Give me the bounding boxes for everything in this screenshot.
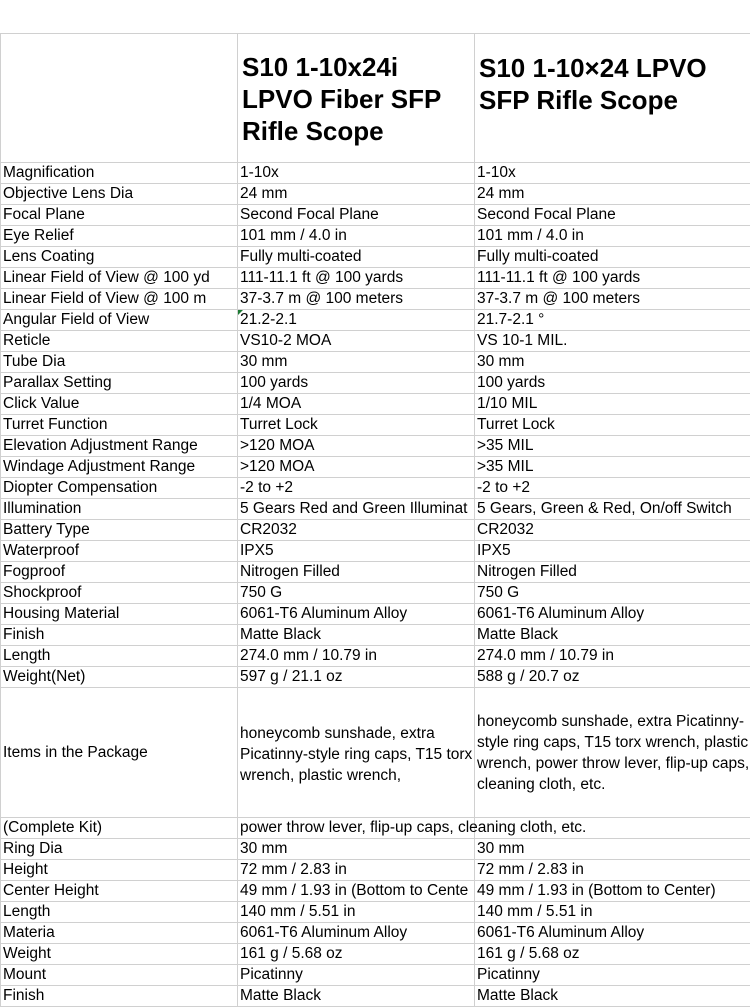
spec-label: Click Value (1, 394, 238, 415)
spec-value-b: 111-11.1 ft @ 100 yards (475, 268, 750, 289)
spec-value-b: 5 Gears, Green & Red, On/off Switch (475, 499, 750, 520)
table-row (1, 478, 750, 499)
table-row (1, 839, 750, 860)
spec-label: Weight(Net) (1, 667, 238, 688)
table-row (1, 625, 750, 646)
spec-value-a: 100 yards (238, 373, 475, 394)
ring-value-a: 140 mm / 5.51 in (238, 902, 475, 923)
spec-value-b: 1-10x (475, 163, 750, 184)
spec-value-a: 750 G (238, 583, 475, 604)
table-row (1, 944, 750, 965)
spec-label: Length (1, 646, 238, 667)
table-row (1, 310, 750, 331)
spec-value-b: Matte Black (475, 625, 750, 646)
table-row (1, 667, 750, 688)
spec-value-a: Turret Lock (238, 415, 475, 436)
table-row (1, 289, 750, 310)
spec-label: Battery Type (1, 520, 238, 541)
package-row (1, 688, 750, 818)
spec-value-b: 1/10 MIL (475, 394, 750, 415)
spec-label: Linear Field of View @ 100 m (1, 289, 238, 310)
table-row (1, 436, 750, 457)
ring-label: Center Height (1, 881, 238, 902)
ring-value-b: 140 mm / 5.51 in (475, 902, 750, 923)
table-row (1, 457, 750, 478)
spec-value-a: 21.2-2.1 (238, 310, 475, 331)
spec-value-a: 101 mm / 4.0 in (238, 226, 475, 247)
ring-value-a: Matte Black (238, 986, 475, 1007)
ring-value-a: 72 mm / 2.83 in (238, 860, 475, 881)
spec-value-a: 274.0 mm / 10.79 in (238, 646, 475, 667)
spec-value-b: 750 G (475, 583, 750, 604)
table-row (1, 541, 750, 562)
spec-value-b: Second Focal Plane (475, 205, 750, 226)
spec-value-b: 24 mm (475, 184, 750, 205)
table-row (1, 268, 750, 289)
ring-value-a: 30 mm (238, 839, 475, 860)
spec-label: Eye Relief (1, 226, 238, 247)
ring-label: Ring Dia (1, 839, 238, 860)
spec-label: Finish (1, 625, 238, 646)
spec-value-a: 1-10x (238, 163, 475, 184)
spec-label: Focal Plane (1, 205, 238, 226)
spec-value-a: 24 mm (238, 184, 475, 205)
spec-value-b: >35 MIL (475, 457, 750, 478)
header-product-a: S10 1-10x24i LPVO Fiber SFP Rifle Scope (238, 34, 475, 163)
spec-label: Housing Material (1, 604, 238, 625)
spec-value-a: >120 MOA (238, 436, 475, 457)
table-row (1, 247, 750, 268)
table-row (1, 583, 750, 604)
package-value-b: honeycomb sunshade, extra Picatinny-style ring caps, T15 torx wrench, plastic wrench, power throw lever, flip-up caps, cleaning cloth, etc. (475, 688, 750, 818)
table-row (1, 163, 750, 184)
spec-value-b: VS 10-1 MIL. (475, 331, 750, 352)
ring-value-b: 72 mm / 2.83 in (475, 860, 750, 881)
ring-value-b: 6061-T6 Aluminum Alloy (475, 923, 750, 944)
header-product-b: S10 1-10×24 LPVO SFP Rifle Scope (475, 34, 750, 163)
spec-label: Magnification (1, 163, 238, 184)
ring-label: Length (1, 902, 238, 923)
spec-value-b: >35 MIL (475, 436, 750, 457)
spec-value-b: Nitrogen Filled (475, 562, 750, 583)
spec-value-b: 21.7-2.1 ° (475, 310, 750, 331)
table-row (1, 373, 750, 394)
table-row (1, 499, 750, 520)
ring-value-a: 161 g / 5.68 oz (238, 944, 475, 965)
table-row (1, 352, 750, 373)
spec-label: Tube Dia (1, 352, 238, 373)
package-value-a: honeycomb sunshade, extra Picatinny-style ring caps, T15 torx wrench, plastic wrench, (238, 688, 475, 818)
table-row (1, 604, 750, 625)
table-row (1, 415, 750, 436)
table-row (1, 986, 750, 1007)
ring-value-b: 49 mm / 1.93 in (Bottom to Center) (475, 881, 750, 902)
spec-value-a: -2 to +2 (238, 478, 475, 499)
spec-value-a: 111-11.1 ft @ 100 yards (238, 268, 475, 289)
spec-value-a: 6061-T6 Aluminum Alloy (238, 604, 475, 625)
table-row (1, 205, 750, 226)
spec-label: Lens Coating (1, 247, 238, 268)
kit-value-a: power throw lever, flip-up caps, cleaning cloth, etc. (238, 818, 475, 839)
spec-value-a: 37-3.7 m @ 100 meters (238, 289, 475, 310)
spec-value-b: Fully multi-coated (475, 247, 750, 268)
table-row (1, 965, 750, 986)
spec-value-b: 100 yards (475, 373, 750, 394)
ring-value-b: 161 g / 5.68 oz (475, 944, 750, 965)
spec-label: Elevation Adjustment Range (1, 436, 238, 457)
spec-value-b: 6061-T6 Aluminum Alloy (475, 604, 750, 625)
spec-value-b: CR2032 (475, 520, 750, 541)
spec-comparison-table (0, 33, 750, 1007)
spec-value-a: Fully multi-coated (238, 247, 475, 268)
ring-value-a: 6061-T6 Aluminum Alloy (238, 923, 475, 944)
ring-value-b: Picatinny (475, 965, 750, 986)
table-row (1, 520, 750, 541)
table-row (1, 923, 750, 944)
table-row (1, 394, 750, 415)
ring-label: Height (1, 860, 238, 881)
header-row (1, 34, 750, 163)
table-row (1, 331, 750, 352)
spec-value-a: Second Focal Plane (238, 205, 475, 226)
ring-label: Weight (1, 944, 238, 965)
table-row (1, 902, 750, 923)
table-row (1, 881, 750, 902)
spec-value-b: 37-3.7 m @ 100 meters (475, 289, 750, 310)
spec-label: Turret Function (1, 415, 238, 436)
spec-label: Objective Lens Dia (1, 184, 238, 205)
spec-value-a: 1/4 MOA (238, 394, 475, 415)
spec-value-a: 597 g / 21.1 oz (238, 667, 475, 688)
ring-label: Materia (1, 923, 238, 944)
spec-value-a: CR2032 (238, 520, 475, 541)
ring-value-b: Matte Black (475, 986, 750, 1007)
header-empty-cell (1, 34, 238, 163)
ring-label: Mount (1, 965, 238, 986)
spec-label: Shockproof (1, 583, 238, 604)
table-row (1, 226, 750, 247)
ring-value-b: 30 mm (475, 839, 750, 860)
spec-value-b: Turret Lock (475, 415, 750, 436)
spec-label: Fogproof (1, 562, 238, 583)
ring-value-a: Picatinny (238, 965, 475, 986)
spec-value-a: IPX5 (238, 541, 475, 562)
spec-label: Illumination (1, 499, 238, 520)
spec-label: Angular Field of View (1, 310, 238, 331)
spec-label: Waterproof (1, 541, 238, 562)
ring-value-a: 49 mm / 1.93 in (Bottom to Cente (238, 881, 475, 902)
spec-label: Diopter Compensation (1, 478, 238, 499)
spec-value-a: VS10-2 MOA (238, 331, 475, 352)
spec-label: Reticle (1, 331, 238, 352)
kit-row (1, 818, 750, 839)
table-row (1, 646, 750, 667)
table-row (1, 184, 750, 205)
spec-value-b: 588 g / 20.7 oz (475, 667, 750, 688)
spec-label: Linear Field of View @ 100 yd (1, 268, 238, 289)
spec-value-b: 30 mm (475, 352, 750, 373)
spec-value-a: Nitrogen Filled (238, 562, 475, 583)
table-row (1, 562, 750, 583)
spec-value-b: IPX5 (475, 541, 750, 562)
ring-label: Finish (1, 986, 238, 1007)
spec-label: Parallax Setting (1, 373, 238, 394)
spec-value-a: 5 Gears Red and Green Illuminat (238, 499, 475, 520)
spec-value-b: 274.0 mm / 10.79 in (475, 646, 750, 667)
spec-value-b: 101 mm / 4.0 in (475, 226, 750, 247)
spec-value-a: 30 mm (238, 352, 475, 373)
spec-value-a: Matte Black (238, 625, 475, 646)
spec-label: Windage Adjustment Range (1, 457, 238, 478)
spec-value-b: -2 to +2 (475, 478, 750, 499)
spec-value-a: >120 MOA (238, 457, 475, 478)
kit-label: (Complete Kit) (1, 818, 238, 839)
package-label: Items in the Package (1, 688, 238, 818)
table-row (1, 860, 750, 881)
